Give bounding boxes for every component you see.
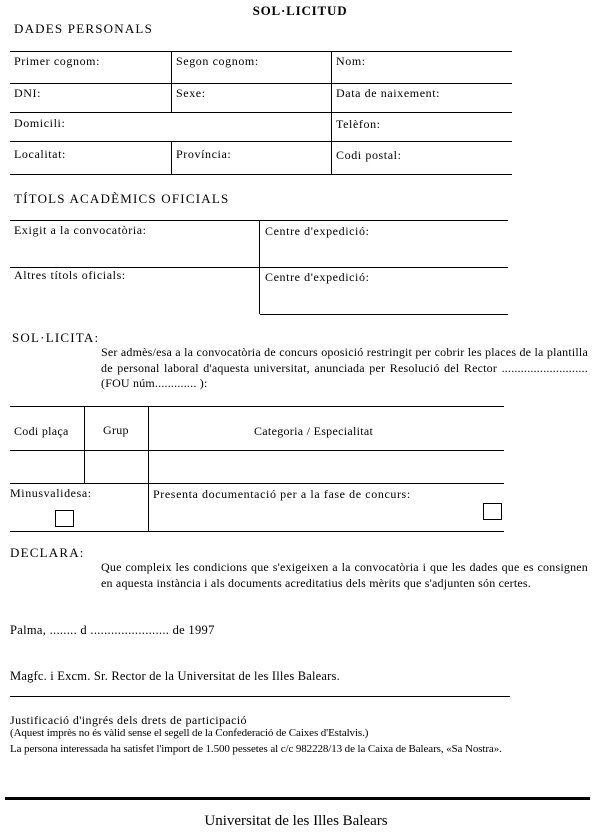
divider bbox=[10, 51, 512, 52]
form-title: SOL·LICITUD bbox=[252, 3, 348, 18]
dni-field[interactable]: DNI: bbox=[14, 86, 42, 100]
sollicita-text: Ser admès/esa a la convocatòria de concurs oposició restringit per cobrir les places de la plantilla de personal laboral d'aquesta universitat, anunciada per Resolució del Rector ........................... (FOU núm............. ): bbox=[101, 345, 588, 390]
divider bbox=[10, 83, 512, 84]
domicili-field[interactable]: Domicili: bbox=[14, 116, 66, 130]
divider bbox=[331, 51, 332, 174]
presenta-documentacio-label: Presenta documentació per a la fase de concurs: bbox=[153, 487, 411, 501]
presenta-documentacio-checkbox[interactable] bbox=[483, 503, 502, 520]
categoria-header: Categoria / Especialitat bbox=[254, 424, 374, 438]
localitat-field[interactable]: Localitat: bbox=[14, 147, 66, 161]
section-heading-personal: DADES PERSONALS bbox=[14, 21, 153, 36]
declara-text: Que compleix les condicions que s'exigeixen a la convocatòria i que les dades que es consignen en aquesta instància i als documents acreditatius dels mèrits que s'adjunten són certes. bbox=[101, 560, 588, 590]
segon-cognom-field[interactable]: Segon cognom: bbox=[176, 54, 259, 68]
primer-cognom-field[interactable]: Primer cognom: bbox=[14, 54, 101, 68]
divider bbox=[171, 51, 172, 112]
centre-expedicio-field-1[interactable]: Centre d'expedició: bbox=[265, 224, 370, 238]
exigit-field[interactable]: Exigit a la convocatòria: bbox=[14, 223, 147, 237]
divider bbox=[10, 483, 504, 484]
altres-titols-field[interactable]: Altres títols oficials: bbox=[14, 268, 126, 282]
date-line[interactable]: Palma, ........ d ....................... de 1997 bbox=[10, 623, 215, 637]
nom-field[interactable]: Nom: bbox=[336, 54, 366, 68]
data-naixement-field[interactable]: Data de naixement: bbox=[336, 86, 441, 100]
minusvalidesa-label: Minusvalidesa: bbox=[10, 486, 92, 500]
divider bbox=[10, 141, 512, 142]
divider bbox=[84, 406, 85, 483]
divider bbox=[10, 112, 512, 113]
divider bbox=[259, 220, 260, 314]
justificacio-note: (Aquest imprès no és vàlid sense el segell de la Confederació de Caixes d'Estalvis.) bbox=[10, 727, 369, 739]
divider bbox=[260, 314, 508, 315]
addressee: Magfc. i Excm. Sr. Rector de la Universitat de les Illes Balears. bbox=[10, 669, 340, 683]
provincia-field[interactable]: Província: bbox=[176, 147, 232, 161]
justificacio-text: La persona interessada ha satisfet l'import de 1.500 pessetes al c/c 982228/13 de la Caixa de Balears, «Sa Nostra». bbox=[10, 743, 502, 755]
section-heading-sollicita: SOL·LICITA: bbox=[12, 330, 100, 345]
section-heading-declara: DECLARA: bbox=[10, 545, 85, 560]
codi-placa-header: Codi plaça bbox=[14, 424, 69, 438]
divider bbox=[148, 406, 149, 531]
divider bbox=[10, 696, 510, 697]
telefon-field[interactable]: Telèfon: bbox=[336, 117, 381, 131]
divider bbox=[171, 141, 172, 174]
codi-postal-field[interactable]: Codi postal: bbox=[336, 148, 402, 162]
sexe-field[interactable]: Sexe: bbox=[176, 86, 206, 100]
minusvalidesa-checkbox[interactable] bbox=[55, 510, 74, 527]
divider bbox=[10, 531, 504, 532]
section-heading-titols: TÍTOLS ACADÈMICS OFICIALS bbox=[14, 191, 230, 206]
justificacio-title: Justificació d'ingrés dels drets de participació bbox=[10, 713, 247, 727]
footer-text: Universitat de les Illes Balears bbox=[204, 813, 388, 829]
divider bbox=[10, 174, 512, 175]
footer-rule bbox=[5, 797, 590, 800]
grup-header: Grup bbox=[103, 423, 129, 437]
centre-expedicio-field-2[interactable]: Centre d'expedició: bbox=[265, 270, 370, 284]
